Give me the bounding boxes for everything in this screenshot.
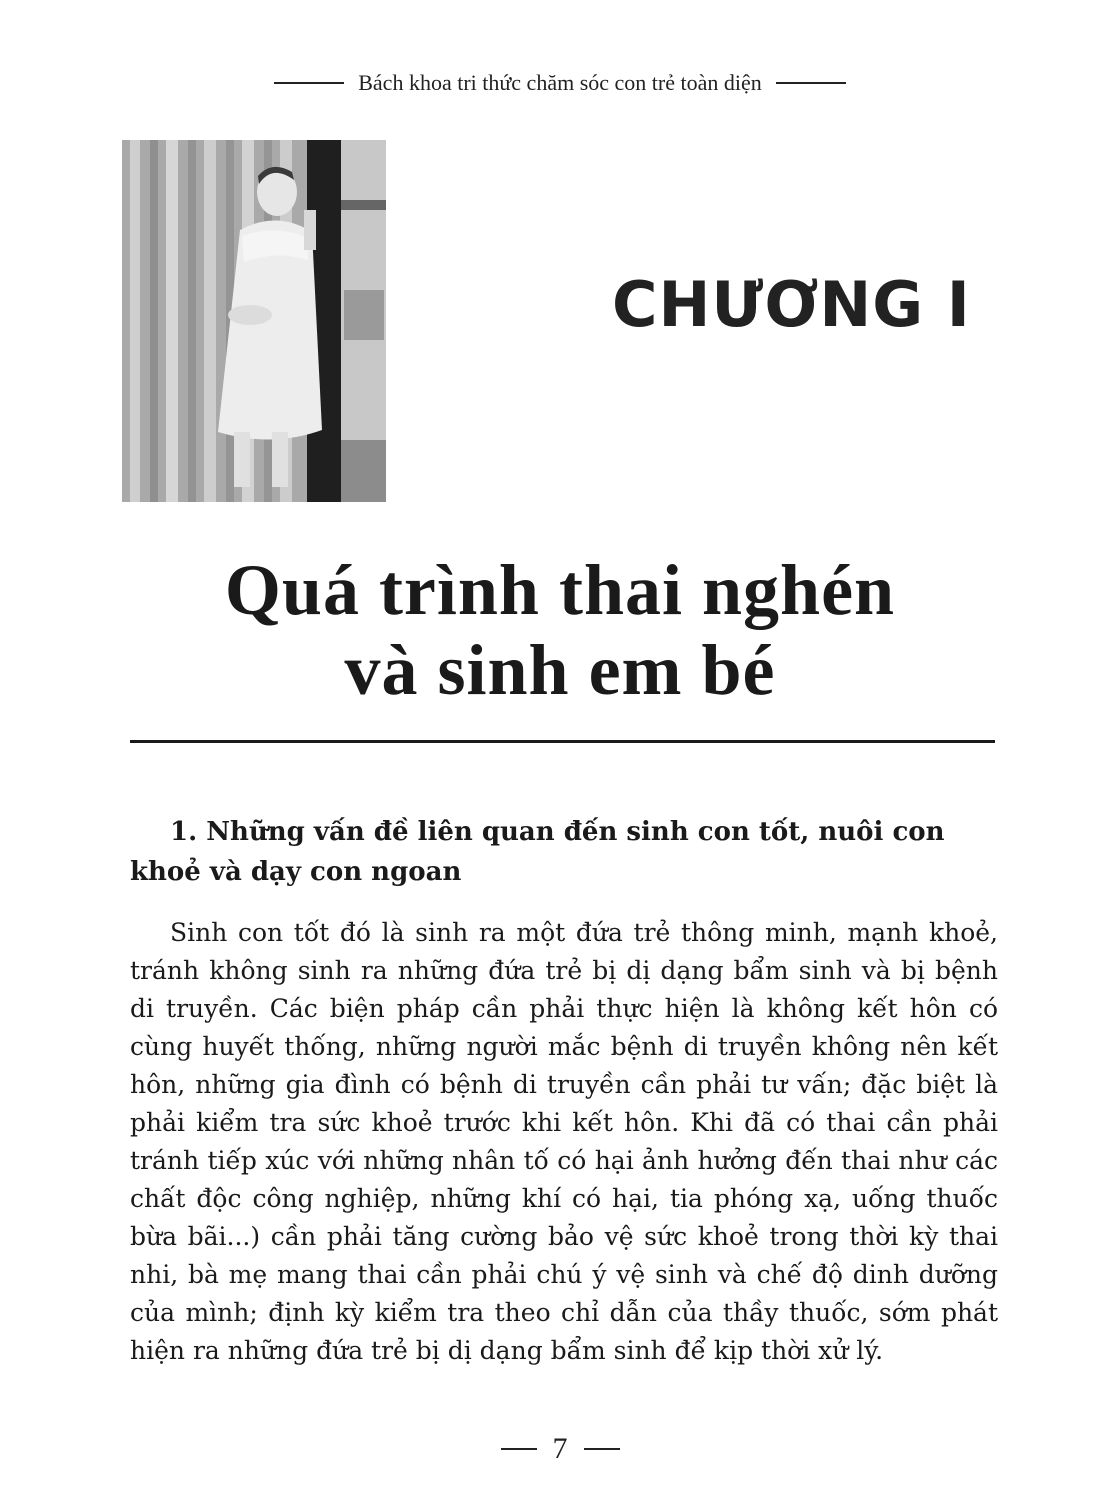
chapter-title-line-1: Quá trình thai nghén xyxy=(224,550,896,630)
header-rule-right xyxy=(776,82,846,84)
running-title: Bách khoa tri thức chăm sóc con trẻ toàn diện xyxy=(358,70,762,95)
section-heading: 1. Những vấn đề liên quan đến sinh con tốt, nuôi con khoẻ và dạy con ngoan xyxy=(130,817,945,887)
running-header xyxy=(0,70,1120,96)
body-paragraph: Sinh con tốt đó là sinh ra một đứa trẻ thông minh, mạnh khoẻ, tránh không sinh ra những đứa trẻ bị dị dạng bẩm sinh và bị bệnh di truyền. Các biện pháp cần phải thực hiện là không kết hôn có cùng huyết thống, những người mắc bệnh di truyền không nên kết hôn, những gia đình có bệnh di truyền cần phải tư vấn; đặc biệt là phải kiểm tra sức khoẻ trước khi kết hôn. Khi đã có thai cần phải tránh tiếp xúc với những nhân tố có hại ảnh hưởng đến thai như các chất độc công nghiệp, những khí có hại, tia phóng xạ, uống thuốc bừa bãi...) cần phải tăng cường bảo vệ sức khoẻ trong thời kỳ thai nhi, bà mẹ mang thai cần phải chú ý vệ sinh và chế độ dinh dưỡng của mình; định kỳ kiểm tra theo chỉ dẫn của thầy thuốc, sớm phát hiện ra những đứa trẻ bị dị dạng bẩm sinh để kịp thời xử lý. xyxy=(130,918,998,1365)
chapter-title xyxy=(120,550,1000,710)
chapter-label: CHƯƠNG I xyxy=(612,268,971,341)
page-footer xyxy=(0,1432,1120,1466)
pregnant-woman-photo xyxy=(122,140,386,502)
page-number-rule-right xyxy=(584,1448,620,1450)
page-number-rule-left xyxy=(501,1448,537,1450)
title-divider xyxy=(130,740,995,743)
chapter-title-line-2: và sinh em bé xyxy=(344,630,776,710)
header-rule-left xyxy=(274,82,344,84)
page-number: 7 xyxy=(552,1432,568,1465)
photo-illustration xyxy=(122,140,386,502)
